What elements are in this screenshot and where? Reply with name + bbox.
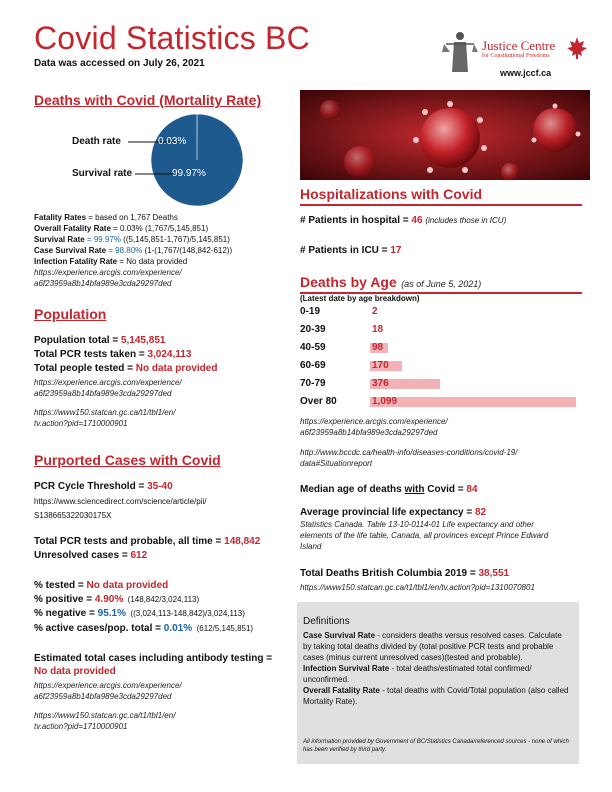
people-tested: Total people tested = No data provided xyxy=(34,363,218,374)
age-source-1[interactable]: https://experience.arcgis.com/experience/ a6f23959a8b14bfa989e3cda29297ded xyxy=(300,417,448,437)
definition-overall-fatality: Overall Fatality Rate - total deaths with Covid/Total population (also called Mortality Rate). xyxy=(303,686,569,706)
median-age-deaths: Median age of deaths with Covid = 84 xyxy=(300,484,478,495)
logo-tagline: for Constitutional Freedoms xyxy=(482,53,550,59)
age-heading: Deaths by Age xyxy=(300,274,397,290)
age-heading-note: (as of June 5, 2021) xyxy=(401,279,482,289)
age-bar-5 xyxy=(370,397,576,407)
death-rate-value: 0.03% xyxy=(158,136,187,147)
mortality-heading: Deaths with Covid (Mortality Rate) xyxy=(34,92,262,108)
pcr-cycle-threshold: PCR Cycle Threshold = 35-40 xyxy=(34,481,173,492)
population-source-2[interactable]: https://www150.statcan.gc.ca/t1/tbl1/en/ tv.action?pid=1710000901 xyxy=(34,408,176,428)
population-total: Population total = 5,145,851 xyxy=(34,335,166,346)
case-survival-line: Case Survival Rate = 98.80% (1-(1,767/(148,842-612)) xyxy=(34,246,233,255)
age-bar-chart xyxy=(300,306,582,412)
estimated-cases-label: Estimated total cases including antibody testing = xyxy=(34,653,273,664)
age-label-1: 20-39 xyxy=(300,324,326,335)
percent-negative: % negative = 95.1% ((3,024,113-148,842)/3,024,113) xyxy=(34,608,245,619)
pie-slice-survival-rate xyxy=(151,114,243,206)
page-title: Covid Statistics BC xyxy=(34,20,310,56)
survival-rate-value: 99.97% xyxy=(172,168,206,179)
life-expectancy: Average provincial life expectancy = 82 xyxy=(300,507,487,518)
percent-positive: % positive = 4.90% (148,842/3,024,113) xyxy=(34,594,200,605)
total-deaths-2019: Total Deaths British Columbia 2019 = 38,551 xyxy=(300,568,510,579)
overall-fatality-line: Overall Fatality Rate = 0.03% (1,767/5,145,851) xyxy=(34,224,209,233)
infection-fatality-line: Infection Fatality Rate = No data provided xyxy=(34,257,188,266)
age-label-0: 0-19 xyxy=(300,306,321,317)
cycle-source-2[interactable]: S138665322030175X xyxy=(34,511,112,520)
maple-leaf-icon xyxy=(566,36,588,60)
pcr-tests-taken: Total PCR tests taken = 3,024,113 xyxy=(34,349,192,360)
percent-tested: % tested = No data provided xyxy=(34,580,169,591)
age-label-4: 70-79 xyxy=(300,378,326,389)
population-block xyxy=(34,334,284,376)
cycle-source-1[interactable]: https://www.sciencedirect.com/science/article/pii/ xyxy=(34,497,207,506)
population-source-1[interactable]: https://experience.arcgis.com/experience/ a6f23959a8b14bfa989e3cda29297ded xyxy=(34,378,182,398)
jccf-logo xyxy=(440,28,590,78)
unresolved-cases: Unresolved cases = 612 xyxy=(34,550,148,561)
definitions-heading: Definitions xyxy=(303,616,350,627)
patients-in-hospital: # Patients in hospital = 46 (includes those in ICU) xyxy=(300,215,507,226)
patients-in-icu: # Patients in ICU = 17 xyxy=(300,245,402,256)
age-value-5: 1,099 xyxy=(372,396,398,407)
cases-heading: Purported Cases with Covid xyxy=(34,452,221,468)
virus-banner-image xyxy=(300,90,590,180)
age-label-5: Over 80 xyxy=(300,396,337,407)
pcr-total: Total PCR tests and probable, all time = 148,842 xyxy=(34,536,261,547)
logo-name: Justice Centre xyxy=(482,38,556,53)
death-rate-label: Death rate xyxy=(72,136,121,147)
cases-source-1[interactable]: https://experience.arcgis.com/experience/ a6f23959a8b14bfa989e3cda29297ded xyxy=(34,681,182,701)
age-heading-row xyxy=(300,274,481,292)
cases-source-2[interactable]: https://www150.statcan.gc.ca/t1/tbl1/en/ tv.action?pid=1710000901 xyxy=(34,711,176,731)
age-value-3: 170 xyxy=(372,360,389,371)
logo-url: www.jccf.ca xyxy=(500,68,552,78)
age-label-2: 40-59 xyxy=(300,342,326,353)
definitions-footnote: All information provided by Government of BC/Statistics Canada/referenced sources - none of which has been verified by third party. xyxy=(303,739,569,753)
hospital-heading: Hospitalizations with Covid xyxy=(300,186,483,202)
survival-rate-label: Survival rate xyxy=(72,168,133,179)
fatality-rates-line: Fatality Rates = based on 1,767 Deaths xyxy=(34,213,178,222)
age-value-0: 2 xyxy=(372,306,378,317)
mortality-lines xyxy=(34,212,284,289)
life-expectancy-source: Statistics Canada. Table 13-10-0114-01 Life expectancy and other elements of the life table, Canada, all provinces except Prince Edward Island xyxy=(300,520,549,551)
definition-case-survival: Case Survival Rate - considers deaths versus resolved cases. Calculate by taking total deaths divided by (total positive PCR tests and probable cases (minus current unresolved cases)(tested and probable). xyxy=(303,631,562,662)
definition-infection-survival: Infection Survival Rate - total deaths/estimated total confirmed/ unconfirmed. xyxy=(303,664,532,684)
accessed-date: Data was accessed on July 26, 2021 xyxy=(34,58,205,69)
age-subheading: (Latest date by age breakdown) xyxy=(300,294,420,303)
definitions-list xyxy=(303,630,571,707)
hospital-divider xyxy=(300,204,582,206)
age-value-2: 98 xyxy=(372,342,384,353)
deaths-2019-source[interactable]: https://www150.statcan.gc.ca/t1/tbl1/en/tv.action?pid=1310070801 xyxy=(300,583,535,592)
age-source-2[interactable]: http://www.bccdc.ca/health-info/diseases-conditions/covid-19/ data#Situationreport xyxy=(300,448,518,468)
mortality-pie-chart xyxy=(60,112,245,208)
population-heading: Population xyxy=(34,306,107,322)
definitions-box xyxy=(297,602,579,764)
age-value-4: 376 xyxy=(372,378,389,389)
age-label-3: 60-69 xyxy=(300,360,326,371)
lady-justice-icon xyxy=(440,28,480,76)
percent-active: % active cases/pop. total = 0.01% (612/5,145,851) xyxy=(34,623,254,634)
age-value-1: 18 xyxy=(372,324,384,335)
survival-rate-line: Survival Rate = 99.97% ((5,145,851-1,767)/5,145,851) xyxy=(34,235,230,244)
mortality-source-link[interactable]: https://experience.arcgis.com/experience/ a6f23959a8b14bfa989e3cda29297ded xyxy=(34,268,182,288)
estimated-cases-value: No data provided xyxy=(34,666,116,677)
